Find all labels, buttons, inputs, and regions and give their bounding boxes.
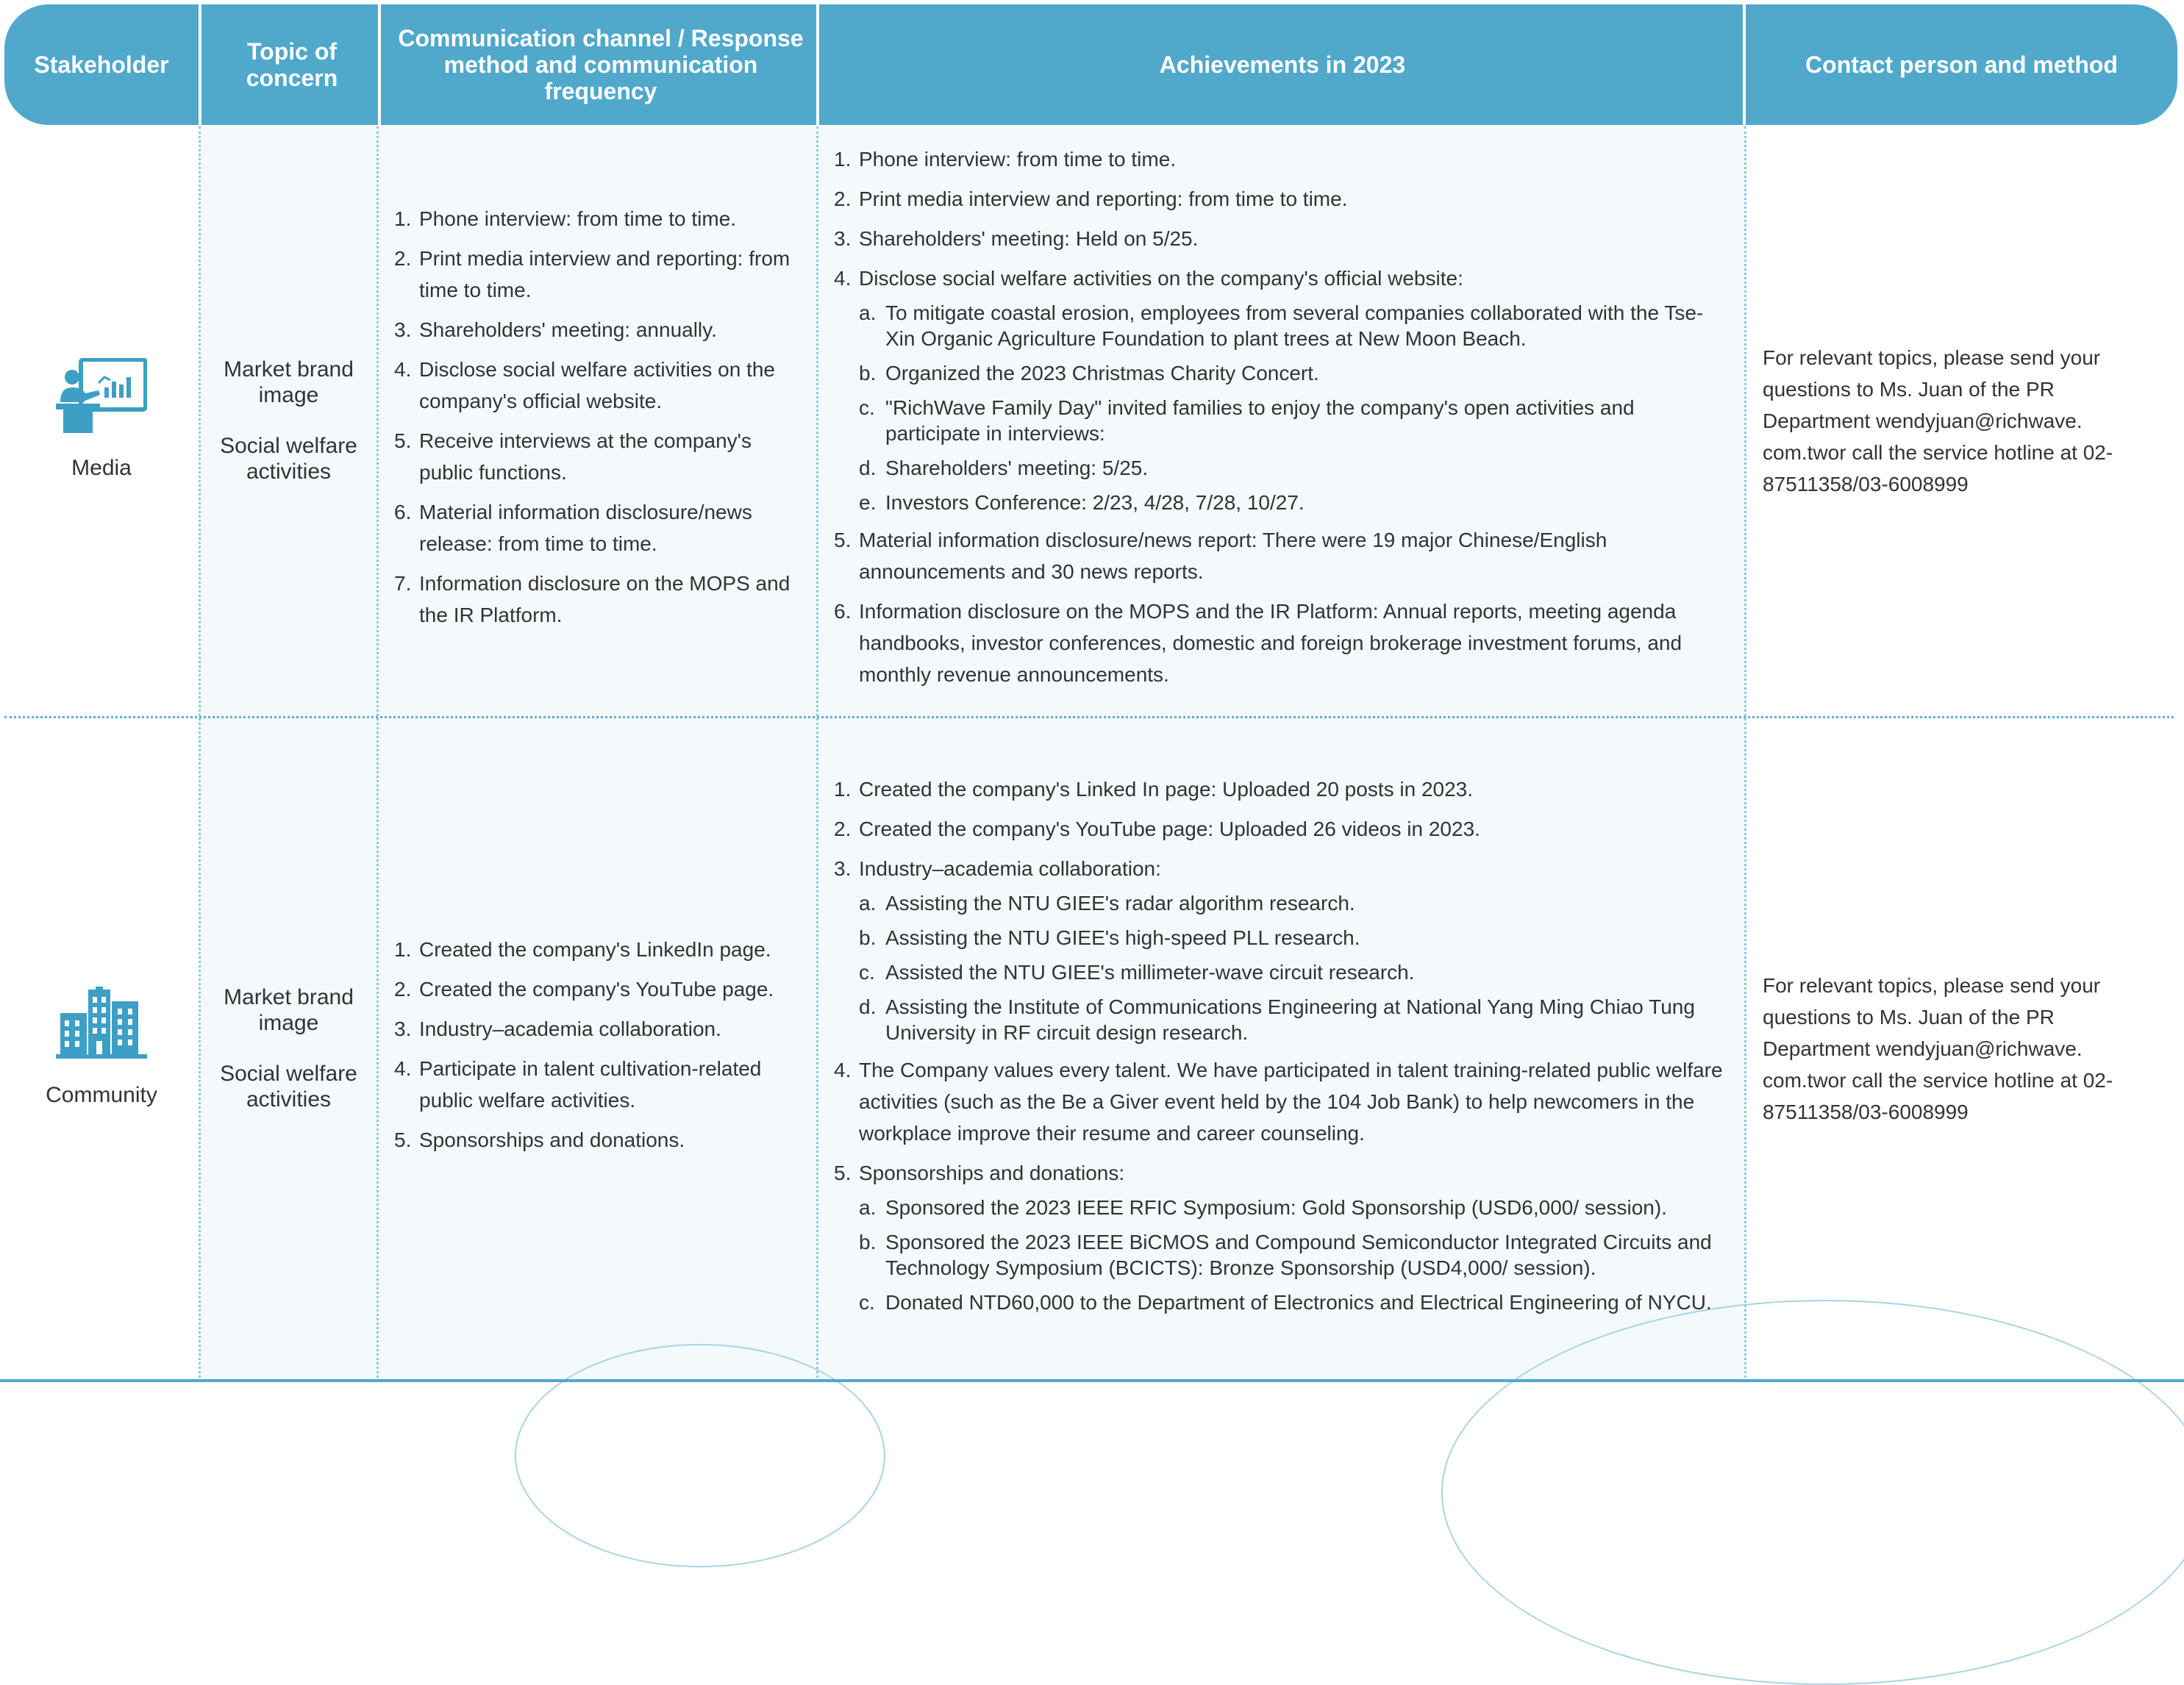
stakeholder-cell-media: [4, 126, 199, 715]
achievement-subitem: a. Assisting the NTU GIEE's radar algorithm research.: [885, 890, 1732, 916]
table-header: [4, 4, 2177, 125]
achievement-item: 5. Material information disclosure/news report: There were 19 major Chinese/English announcements and 30 news reports.: [859, 524, 1732, 587]
channel-cell-community: [394, 719, 810, 1378]
contact-cell-community: [1746, 719, 2173, 1378]
channel-item: 3. Shareholders' meeting: annually.: [419, 314, 810, 346]
achievement-subitem: d. Shareholders' meeting: 5/25.: [885, 455, 1732, 481]
contact-text: For relevant topics, please send your questions to Ms. Juan of the PR Department wendyjuan@richwave. com.twor call the service hotline at 02-87511358/03-6008999: [1763, 973, 2113, 1123]
header-stakeholder: Stakeholder: [34, 51, 169, 78]
topic-item: Social welfare activities: [220, 434, 357, 484]
channel-item: 2. Print media interview and reporting: from time to time.: [419, 243, 810, 306]
header-contact: Contact person and method: [1805, 51, 2118, 78]
stakeholder-name: Media: [71, 455, 132, 480]
topic-item: Social welfare activities: [220, 1062, 357, 1112]
stakeholder-name: Community: [46, 1082, 157, 1107]
column-divider: [377, 126, 379, 1382]
achievement-text: Sponsorships and donations:: [859, 1161, 1125, 1184]
achievement-item: 1. Created the company's Linked In page: Uploaded 20 posts in 2023.: [859, 773, 1732, 805]
achievement-item: 3. Shareholders' meeting: Held on 5/25.: [859, 223, 1732, 254]
achievement-item: 2. Print media interview and reporting: from time to time.: [859, 183, 1732, 215]
channel-item: 5. Sponsorships and donations.: [419, 1124, 810, 1156]
achievement-subitem: e. Investors Conference: 2/23, 4/28, 7/28, 10/27.: [885, 490, 1732, 515]
channel-item: 1. Phone interview: from time to time.: [419, 203, 810, 235]
channel-item: 1. Created the company's LinkedIn page.: [419, 934, 810, 965]
achievement-item: 4. The Company values every talent. We have participated in talent training-related public welfare activities (such as the Be a Giver event held by the 104 Job Bank) to help newcomers in the workplace improve their resume and career counseling.: [859, 1054, 1732, 1149]
header-topic: Topic of concern: [246, 38, 338, 91]
table-bottom-border: [0, 1379, 2184, 1382]
column-divider: [816, 126, 818, 1382]
achievement-item: 1. Phone interview: from time to time.: [859, 143, 1732, 175]
presentation-chart-icon: [56, 358, 147, 433]
achievement-cell-media: [834, 126, 1732, 715]
stakeholder-cell-community: [4, 719, 199, 1378]
city-buildings-icon: [56, 987, 147, 1060]
channel-item: 6. Material information disclosure/news release: from time to time.: [419, 496, 810, 559]
achievement-subitem: c. "RichWave Family Day" invited families to enjoy the company's open activities and participate in interviews:: [885, 395, 1732, 446]
achievement-item: 2. Created the company's YouTube page: Uploaded 26 videos in 2023.: [859, 813, 1732, 845]
achievement-subitem: c. Donated NTD60,000 to the Department of Electronics and Electrical Engineering of NYCU.: [885, 1289, 1732, 1315]
achievement-cell-community: [834, 719, 1732, 1378]
channel-item: 4. Participate in talent cultivation-related public welfare activities.: [419, 1053, 810, 1116]
topic-cell-community: [201, 719, 377, 1378]
achievement-item: [859, 262, 1732, 515]
achievement-subitem: b. Assisting the NTU GIEE's high-speed PLL research.: [885, 925, 1732, 951]
achievement-subitem: a. To mitigate coastal erosion, employees from several companies collaborated with the Tse-Xin Organic Agriculture Foundation to plant trees at New Moon Beach.: [885, 300, 1732, 351]
contact-cell-media: [1746, 126, 2173, 715]
row-divider: [4, 716, 2174, 718]
achievement-text: Industry–academia collaboration:: [859, 856, 1161, 880]
achievement-item: [859, 1157, 1732, 1315]
topic-item: Market brand image: [224, 357, 354, 407]
achievement-subitem: b. Organized the 2023 Christmas Charity Concert.: [885, 360, 1732, 386]
achievement-subitem: d. Assisting the Institute of Communications Engineering at National Yang Ming Chiao Tung University in RF circuit design research.: [885, 994, 1732, 1045]
channel-item: 4. Disclose social welfare activities on the company's official website.: [419, 354, 810, 417]
header-achievements: Achievements in 2023: [1159, 51, 1406, 78]
channel-item: 5. Receive interviews at the company's public functions.: [419, 425, 810, 488]
topic-item: Market brand image: [224, 985, 354, 1035]
topic-cell-media: [201, 126, 377, 715]
channel-item: 2. Created the company's YouTube page.: [419, 973, 810, 1005]
channel-item: 3. Industry–academia collaboration.: [419, 1013, 810, 1045]
achievement-subitem: a. Sponsored the 2023 IEEE RFIC Symposium: Gold Sponsorship (USD6,000/ session).: [885, 1195, 1732, 1220]
achievement-subitem: c. Assisted the NTU GIEE's millimeter-wave circuit research.: [885, 959, 1732, 985]
achievement-text: Disclose social welfare activities on the company's official website:: [859, 266, 1463, 290]
contact-text: For relevant topics, please send your questions to Ms. Juan of the PR Department wendyjuan@richwave. com.twor call the service hotline at 02-87511358/03-6008999: [1763, 346, 2113, 496]
channel-item: 7. Information disclosure on the MOPS and the IR Platform.: [419, 568, 810, 631]
channel-cell-media: [394, 126, 810, 715]
achievement-item: [859, 853, 1732, 1045]
header-channel: Communication channel / Response method and communication frequency: [398, 25, 804, 104]
achievement-item: 6. Information disclosure on the MOPS and the IR Platform: Annual reports, meeting agenda handbooks, investor conferences, domestic and foreign brokerage investment forums, and monthly revenue announcements.: [859, 595, 1732, 690]
achievement-subitem: b. Sponsored the 2023 IEEE BiCMOS and Compound Semiconductor Integrated Circuits and Technology Symposium (BCICTS): Bronze Sponsorship (USD4,000/ session).: [885, 1229, 1732, 1281]
